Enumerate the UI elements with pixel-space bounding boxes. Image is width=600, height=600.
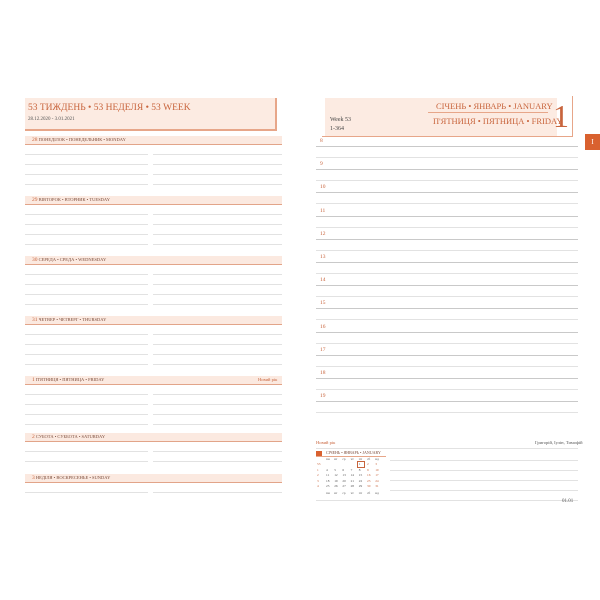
writing-line [153, 294, 282, 295]
day-header-underline [25, 384, 282, 385]
half-hour-line [316, 250, 578, 251]
writing-line [25, 274, 148, 275]
mini-calendar-today-marker [357, 461, 365, 468]
mini-calendar-day: 14 [350, 473, 354, 477]
hour-line [316, 355, 578, 356]
writing-line [153, 274, 282, 275]
writing-line [25, 394, 148, 395]
name-days: Григорій, Іулін, Тимофій [535, 440, 583, 445]
writing-line [153, 164, 282, 165]
writing-line [153, 424, 282, 425]
mini-calendar-day: 22 [358, 478, 363, 483]
week-label: Week 53 [330, 117, 352, 123]
note-line [316, 500, 578, 501]
writing-line [25, 461, 148, 462]
note-line [390, 480, 578, 481]
mini-calendar-day: 3 [375, 462, 377, 466]
half-hour-line [316, 366, 578, 367]
writing-line [153, 244, 282, 245]
month-title: СІЧЕНЬ • ЯНВАРЬ • JANUARY [436, 101, 553, 111]
day-header-underline [25, 204, 282, 205]
day-header-underline [25, 264, 282, 265]
mini-calendar-day: 10 [375, 467, 379, 472]
mini-calendar-day: 12 [334, 473, 338, 477]
day-number: 29 [32, 197, 38, 203]
mini-calendar-day: 17 [375, 473, 379, 477]
writing-line [25, 184, 148, 185]
mini-calendar-day: 19 [334, 478, 338, 483]
mini-calendar-day: 13 [342, 473, 346, 477]
day-header-underline [25, 144, 282, 145]
writing-line [153, 174, 282, 175]
mini-calendar-day: 1 [358, 462, 361, 466]
day-name: НЕДІЛЯ • ВОСКРЕСЕНЬЕ • SUNDAY [35, 475, 111, 480]
writing-line [25, 424, 148, 425]
writing-line [25, 174, 148, 175]
mini-calendar-day: 28 [350, 484, 354, 488]
mini-calendar-weekday: пн [326, 457, 330, 461]
day-label [32, 433, 105, 441]
writing-line [25, 414, 148, 415]
hour-line [316, 146, 578, 147]
mini-calendar-day: 11 [326, 473, 330, 477]
half-hour-line [316, 203, 578, 204]
mini-calendar-day: 6 [342, 467, 345, 472]
hour-line [316, 332, 578, 333]
hour-line [316, 285, 578, 286]
mini-calendar-weekday: нд [375, 457, 379, 461]
mini-calendar-day: 2 [367, 462, 369, 466]
writing-line [153, 354, 282, 355]
hour-label: 10 [320, 184, 326, 191]
writing-line [25, 244, 148, 245]
half-hour-line [316, 273, 578, 274]
half-hour-line [316, 319, 578, 320]
day-label [32, 316, 106, 324]
mini-calendar-day: 7 [350, 467, 353, 472]
writing-line [25, 364, 148, 365]
day-name: П'ЯТНИЦЯ • ПЯТНИЦА • FRIDAY [35, 377, 105, 382]
day-label [32, 376, 104, 384]
day-name: ВІВТОРОК • ВТОРНИК • TUESDAY [38, 197, 110, 202]
note-line [390, 470, 578, 471]
writing-line [153, 304, 282, 305]
day-label [32, 474, 110, 482]
hour-label: 13 [320, 254, 326, 260]
month-side-tab[interactable]: I [585, 134, 600, 150]
day-header-underline [25, 324, 282, 325]
writing-line [25, 214, 148, 215]
hour-line [316, 169, 578, 170]
day-number: 31 [32, 317, 38, 323]
day-number: 28 [32, 137, 38, 143]
half-hour-line [316, 157, 578, 158]
note-line [390, 460, 578, 461]
half-hour-line [316, 227, 578, 228]
mini-calendar-weekday: пн [326, 491, 330, 495]
mini-calendar-weekday: пт [358, 457, 363, 461]
day-of-year: 1-364 [330, 126, 344, 132]
writing-line [25, 344, 148, 345]
hour-line [316, 401, 578, 402]
mini-calendar-week-number: 3 [317, 478, 319, 483]
day-name: СУБОТА • СУББОТА • SATURDAY [35, 434, 106, 439]
writing-line [153, 284, 282, 285]
mini-calendar-day: 18 [326, 478, 330, 483]
half-hour-line [316, 412, 578, 413]
date-range: 28.12.2020 - 3.01.2021 [28, 117, 75, 122]
week-title: 53 ТИЖДЕНЬ • 53 НЕДЕЛЯ • 53 WEEK [28, 103, 191, 113]
writing-line [153, 492, 282, 493]
writing-line [25, 304, 148, 305]
mini-calendar-day: 24 [375, 478, 379, 483]
holiday-note: Новий рік [316, 440, 336, 445]
writing-line [153, 461, 282, 462]
mini-calendar-day: 15 [358, 473, 363, 477]
mini-calendar-weekday: чт [350, 491, 354, 495]
writing-line [153, 404, 282, 405]
mini-calendar-weekday: вт [334, 491, 338, 495]
mini-calendar-day: 20 [342, 478, 346, 483]
mini-calendar-weekday: нд [375, 491, 379, 495]
hour-line [316, 378, 578, 379]
page-code: 01.01 [562, 499, 574, 504]
writing-line [153, 184, 282, 185]
half-hour-line [316, 296, 578, 297]
writing-line [25, 224, 148, 225]
writing-line [153, 334, 282, 335]
mini-calendar-day: 5 [334, 467, 336, 472]
mini-calendar-weekday: сб [367, 491, 371, 495]
holiday-note: Новий рік [258, 377, 278, 382]
day-header-underline [25, 441, 282, 442]
half-hour-line [316, 389, 578, 390]
hour-line [316, 239, 578, 240]
writing-line [25, 164, 148, 165]
hour-line [316, 262, 578, 263]
hour-label: 16 [320, 323, 326, 330]
mini-calendar-weekday: вт [334, 457, 338, 461]
mini-calendar-weekday: сб [367, 457, 371, 461]
writing-line [153, 234, 282, 235]
writing-line [153, 154, 282, 155]
day-number: 1 [32, 377, 35, 383]
writing-line [25, 492, 148, 493]
writing-line [25, 294, 148, 295]
mini-calendar-day: 29 [358, 484, 363, 488]
hour-label: 12 [320, 230, 326, 237]
day-label [32, 196, 110, 204]
mini-calendar-weekday: чт [350, 457, 354, 461]
hour-line [316, 192, 578, 193]
mini-calendar-day: 4 [326, 467, 328, 472]
hour-line [316, 216, 578, 217]
day-number: 3 [32, 475, 35, 481]
mini-calendar-day: 23 [367, 478, 371, 483]
mini-calendar-title: СІЧЕНЬ • ЯНВАРЬ • JANUARY [326, 450, 381, 455]
mini-calendar-week-number: 2 [317, 473, 319, 477]
day-name: ЧЕТВЕР • ЧЕТВЕРГ • THURSDAY [38, 317, 107, 322]
mini-calendar-day: 16 [367, 473, 371, 477]
note-line [390, 490, 578, 491]
day-number: 30 [32, 257, 38, 263]
writing-line [25, 284, 148, 285]
writing-line [25, 451, 148, 452]
weekday-title: П'ЯТНИЦЯ • ПЯТНИЦА • FRIDAY [433, 116, 563, 126]
half-hour-line [316, 343, 578, 344]
bottom-section-line [316, 448, 578, 449]
writing-line [25, 334, 148, 335]
hour-label: 8 [320, 138, 323, 144]
mini-calendar-week-number: 1 [317, 467, 319, 472]
mini-calendar-day: 25 [326, 484, 330, 488]
writing-line [153, 451, 282, 452]
mini-calendar-weekday: ср [342, 457, 346, 461]
hour-label: 14 [320, 277, 326, 284]
writing-line [153, 214, 282, 215]
day-header-underline [25, 482, 282, 483]
hour-label: 17 [320, 346, 326, 353]
hour-label: 18 [320, 370, 326, 376]
writing-line [25, 354, 148, 355]
mini-calendar-day: 31 [375, 484, 379, 488]
mini-calendar-day: 26 [334, 484, 338, 488]
mini-calendar-week-number: 4 [317, 484, 319, 488]
mini-calendar-week-number: 53 [317, 462, 321, 466]
day-name: ПОНЕДІЛОК • ПОНЕДЕЛЬНИК • MONDAY [38, 137, 126, 142]
hour-line [316, 308, 578, 309]
mini-calendar-weekday: пт [358, 491, 363, 495]
mini-calendar-day: 30 [367, 484, 371, 488]
writing-line [153, 344, 282, 345]
writing-line [25, 154, 148, 155]
mini-calendar-day: 8 [358, 467, 361, 472]
hour-label: 15 [320, 300, 326, 307]
day-label [32, 256, 106, 264]
hour-label: 19 [320, 393, 326, 400]
day-number: 1 [553, 98, 569, 134]
hour-label: 11 [320, 207, 326, 214]
writing-line [25, 234, 148, 235]
mini-calendar-day: 21 [350, 478, 354, 483]
day-label [32, 136, 126, 144]
writing-line [153, 224, 282, 225]
hour-label: 9 [320, 161, 323, 168]
mini-calendar-day: 27 [342, 484, 346, 488]
day-number: 2 [32, 434, 35, 440]
writing-line [25, 404, 148, 405]
mini-calendar-day: 9 [367, 467, 369, 472]
writing-line [153, 414, 282, 415]
mini-calendar-weekday: ср [342, 491, 346, 495]
month-title-underline [428, 112, 548, 113]
half-hour-line [316, 180, 578, 181]
day-name: СЕРЕДА • СРЕДА • WEDNESDAY [38, 257, 107, 262]
writing-line [153, 364, 282, 365]
writing-line [153, 394, 282, 395]
